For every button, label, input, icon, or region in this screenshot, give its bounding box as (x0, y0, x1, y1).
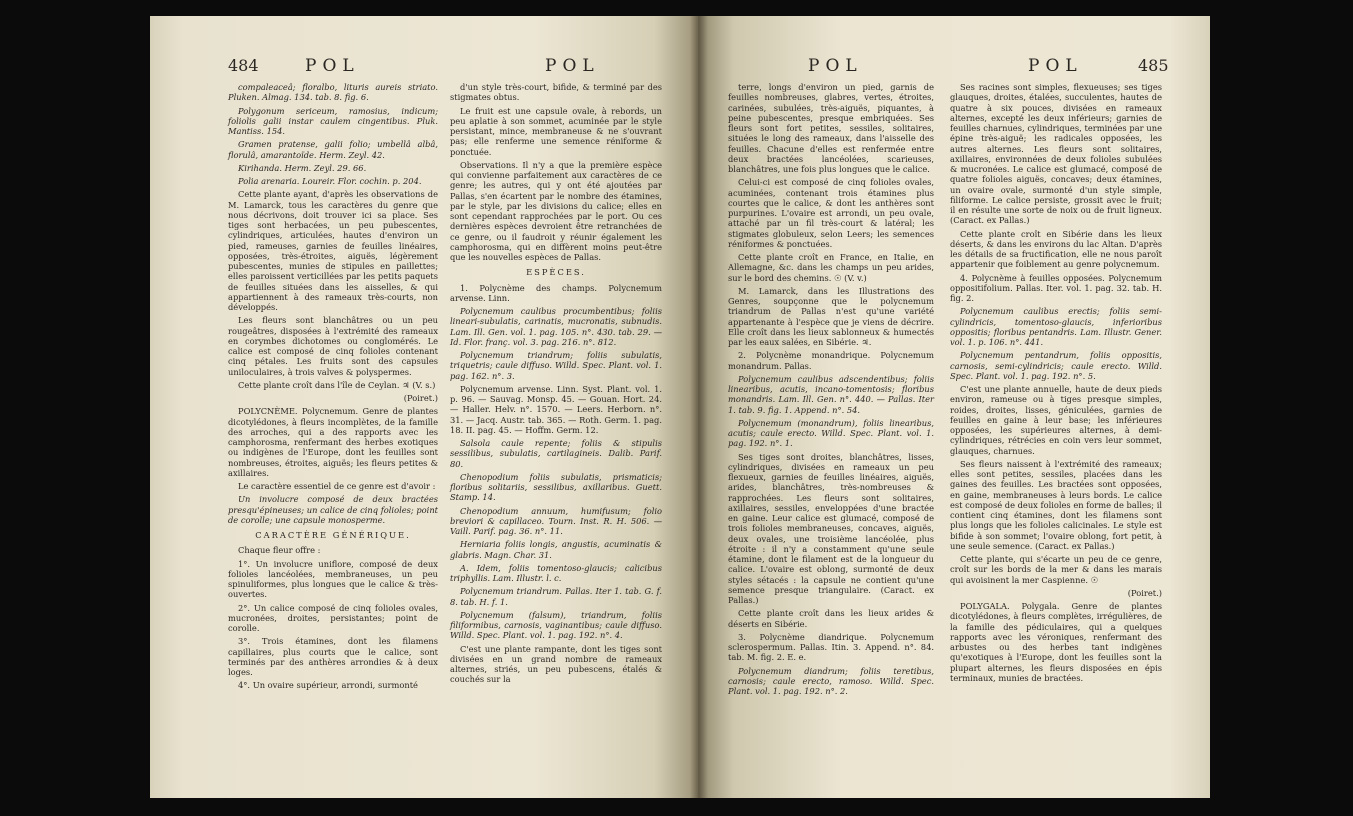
right-column-2 (950, 82, 1162, 686)
paragraph: Polycnemum diandrum; foliis teretibus, carnosis; caule erecto, ramoso. Willd. Spec. Plant. vol. 1. pag. 192. n°. 2. (728, 665, 934, 696)
left-column-1 (228, 82, 438, 694)
paragraph: Chenopodium foliis subulatis, prismaticis; floribus solitariis, sessilibus, axillaribus. Guett. Stamp. 14. (450, 471, 662, 503)
paragraph: 2. Polycnème monandrique. Polycnemum monandrum. Pallas. (728, 350, 934, 371)
paragraph: (Poiret.) (1127, 587, 1162, 598)
paragraph: (Poiret.) (403, 393, 438, 403)
paragraph: 2°. Un calice composé de cinq folioles ovales, mucronées, droites, persistantes; point de corolle. (228, 602, 438, 633)
paragraph: Polycnemum (monandrum), foliis linearibus, acutis; caule erecto. Willd. Spec. Plant. vol. 1. pag. 192. n°. 1. (728, 417, 934, 449)
paragraph: Polycnemum caulibus erectis; foliis semi-cylindricis, tomentoso-glaucis, inferioribus oppositis; floribus pentandris. Lam. Illustr. Gener. vol. 1. p. 106. n°. 441. (950, 306, 1162, 347)
paragraph: Celui-ci est composé de cinq folioles ovales, acuminées, contenant trois étamines plus courtes que le calice, & dont les anthères sont purpurines. L'ovaire est arrondi, un peu ovale, attaché par un fil très-court & latéral; les stigmates globuleux, selon Leers; les semences réniformes & ponctuées. (728, 177, 934, 249)
paragraph: C'est une plante rampante, dont les tiges sont divisées en un grand nombre de rameaux alternes, striés, un peu pubescens, étalés & couchés sur la (450, 643, 662, 685)
paragraph: 3°. Trois étamines, dont les filamens capillaires, plus courts que le calice, sont terminés par des anthères arrondies & à deux loges. (228, 636, 438, 677)
paragraph: Polycnemum caulibus procumbentibus; foliis lineari-subulatis, carinatis, mucronatis, subnudis. Lam. Ill. Gen. vol. 1. pag. 105. n°. 430. tab. 29. — Id. Flor. franç. vol. 3. pag. 216. n°. 812. (450, 306, 662, 347)
right-page (698, 16, 1210, 798)
page-number-left: 484 (228, 56, 259, 75)
left-page (150, 16, 698, 798)
paragraph: Polycnemum (falsum), triandrum, foliis filiformibus, carnosis, vaginantibus; caule diffuso. Willd. Spec. Plant. vol. 1. pag. 192. n°. 4. (450, 609, 662, 641)
paragraph: Un involucre composé de deux bractées presqu'épineuses; un calice de cinq folioles; point de corolle; une capsule monosperme. (228, 494, 438, 525)
paragraph: Chenopodium annuum, humifusum; folio breviori & capillaceo. Tourn. Inst. R. H. 506. — Vaill. Parif. pag. 36. n°. 11. (450, 505, 662, 536)
paragraph: Gramen pratense, galii folio; umbellâ albâ, florulâ, amarantoïde. Herm. Zeyl. 42. (228, 139, 438, 160)
running-head-right-col1: POL (808, 56, 863, 76)
running-head-left-col1: POL (305, 56, 360, 76)
paragraph: POLYGALA. Polygala. Genre de plantes dicotylédones, à fleurs complètes, irrégulières, de la famille des pédiculaires, qui a quelques rapports avec les véroniques, renfermant des arbustes ou des herbes tant indigènes qu'exotiques à l'Europe, dont les feuilles sont la plupart alternes, les fleurs disposées en épis terminaux, munies de bractées. (950, 601, 1162, 683)
paragraph: terre, longs d'environ un pied, garnis de feuilles nombreuses, glabres, vertes, étroites, carinées, subulées, très-aiguës, piquantes, à peine pubescentes, presque embriquées. Ses fleurs sont fort petites, sessiles, solitaires, situées le long des rameaux, dans l'aisselle des feuilles. Chacune d'elles est renfermée entre deux bractées lancéolées, scarieuses, blanchâtres, une fois plus longues que le calice. (728, 82, 934, 174)
paragraph: A. Idem, foliis tomentoso-glaucis; calicibus triphyllis. Lam. Illustr. l. c. (450, 562, 662, 583)
paragraph: Cette plante croît dans les lieux arides & déserts en Sibérie. (728, 608, 934, 629)
right-column-1 (728, 82, 934, 699)
paragraph: Cette plante croît en Sibérie dans les lieux déserts, & dans les environs du lac Altan. D'après les détails de sa fructification, elle ne nous paroît appartenir que foiblement au genre polycnemum. (950, 228, 1162, 270)
paragraph: Polia arenaria. Loureir. Flor. cochin. p. 204. (238, 176, 422, 186)
paragraph: Cette plante, qui s'écarte un peu de ce genre, croît sur les bords de la mer & dans les marais qui avoisinent la mer Caspienne. ☉ (950, 554, 1162, 585)
paragraph: Les fleurs sont blanchâtres ou un peu rougeâtres, disposées à l'extrémité des rameaux en corymbes dichotomes ou conglomérés. Le calice est composé de cinq folioles contenant cinq pétales. Les fruits sont des capsules uniloculaires, à trois valves & polyspermes. (228, 315, 438, 377)
paragraph: 4. Polycnème à feuilles opposées. Polycnemum oppositifolium. Pallas. Iter. vol. 1. pag. 32. tab. H. fig. 2. (950, 272, 1162, 303)
page-number-right: 485 (1138, 56, 1169, 75)
paragraph: 1°. Un involucre uniflore, composé de deux folioles lancéolées, membraneuses, un peu spinuliformes, plus longues que le calice & très-ouvertes. (228, 558, 438, 600)
paragraph: ESPÈCES. (526, 267, 586, 278)
paragraph: Polycnemum arvense. Linn. Syst. Plant. vol. 1. p. 96. — Sauvag. Monsp. 45. — Gouan. Hort. 24. — Haller. Helv. n°. 1570. — Leers. Herborn. n°. 31. — Jacq. Austr. tab. 365. — Roth. Germ. 1. pag. 18. II. pag. 45. — Hoffm. Germ. 12. (450, 383, 662, 435)
left-column-2 (450, 82, 662, 688)
paragraph: Ses fleurs naissent à l'extrémité des rameaux; elles sont petites, sessiles, placées dans les gaines des feuilles. Les bractées sont opposées, en gaine, membraneuses à leurs bords. Le calice est composé de deux folioles en forme de balles; il contient cinq étamines, dont les filamens sont plus longs que les folioles calicinales. Le style est bifide à son sommet; l'ovaire oblong, fort petit, à une seule semence. (Caract. ex Pallas.) (950, 458, 1162, 551)
paragraph: Polycnemum caulibus adscendentibus; foliis linearibus, acutis, incano-tomentosis; floribus monandris. Lam. Ill. Gen. n°. 440. — Pallas. Iter 1. tab. 9. fig. 1. Append. n°. 54. (728, 373, 934, 415)
paragraph: Cette plante croît dans l'île de Ceylan. ♃ (V. s.) (238, 379, 436, 390)
paragraph: Le fruit est une capsule ovale, à rebords, un peu aplatie à son sommet, acuminée par le style persistant, mince, membraneuse & ne s'ouvrant pas; elle renferme une semence réniforme & ponctuée. (450, 105, 662, 157)
paragraph: Chaque fleur offre : (238, 545, 321, 556)
paragraph: Ses tiges sont droites, blanchâtres, lisses, cylindriques, divisées en rameaux un peu flexueux, garnies de feuilles linéaires, aiguës, arides, blanchâtres, très-nombreuses & rapprochées. Les fleurs sont solitaires, axillaires, sessiles, enveloppées d'une bractée en gaine. Leur calice est glumacé, composé de trois folioles membraneuses, concaves, aiguës, deux ovales, une troisième lancéolée, plus étroite : il n'y a constamment qu'une seule étamine, dont le filament est de la longueur du calice. L'ovaire est oblong, surmonté de deux styles sétacés : la capsule ne contient qu'une semence presque triangulaire. (Caract. ex Pallas.) (728, 451, 934, 605)
book-gutter (690, 16, 708, 798)
paragraph: Ses racines sont simples, flexueuses; ses tiges glauques, droites, étalées, succulentes, hautes de quatre à six pouces, divisées en rameaux alternes, excepté les deux inférieurs; garnies de feuilles charnues, cylindriques, terminées par une épine très-aiguë; les radicales opposées, les autres alternes. Les fleurs sont solitaires, axillaires, environnées de deux folioles subulées & mucronées. Le calice est glumacé, composé de quatre folioles aiguës, concaves; deux étamines, un ovaire ovale, surmonté d'un style simple, filiforme. Le calice persiste, grossit avec le fruit; il en résulte une sorte de noix ou de fruit ligneux. (Caract. ex Pallas.) (950, 82, 1162, 226)
paragraph: Polygonum sericeum, ramosius, indicum; foliolis galii instar caulem cingentibus. Pluk. Mantiss. 154. (228, 105, 438, 136)
paragraph: Herniaria foliis longis, angustis, acuminatis & glabris. Magn. Char. 31. (450, 539, 662, 560)
book-spread (150, 16, 1210, 798)
paragraph: Salsola caule repente; foliis & stipulis sessilibus, subulatis, cartilagineis. Dalib. Parif. 80. (450, 438, 662, 469)
paragraph: Kirihanda. Herm. Zeyl. 29. 66. (238, 162, 367, 173)
paragraph: compaleaceâ; floralbo, lituris aureis striato. Pluken. Almag. 134. tab. 8. fig. 6. (228, 82, 438, 103)
running-head-left-col2: POL (545, 56, 600, 76)
paragraph: Polycnemum triandrum; foliis subulatis, triquetris; caule diffuso. Willd. Spec. Plant. vol. 1. pag. 162. n°. 3. (450, 350, 662, 381)
paragraph: Polycnemum triandrum. Pallas. Iter 1. tab. G. f. 8. tab. H. f. 1. (450, 586, 662, 607)
paragraph: Cette plante croît en France, en Italie, en Allemagne, &c. dans les champs un peu arides, sur le bord des chemins. ☉ (V. v.) (728, 252, 934, 283)
paragraph: 3. Polycnème diandrique. Polycnemum sclerospermum. Pallas. Itin. 3. Append. n°. 84. tab. M. fig. 2. E. e. (728, 631, 934, 663)
paragraph: M. Lamarck, dans les Illustrations des Genres, soupçonne que le polycnemum triandrum de Pallas n'est qu'une variété appartenante à l'espèce que je viens de décrire. Elle croît dans les lieux sablonneux & humectés par les eaux salées, en Sibérie. ♃. (728, 285, 934, 347)
paragraph: 4°. Un ovaire supérieur, arrondi, surmonté (238, 680, 418, 691)
paragraph: 1. Polycnème des champs. Polycnemum arvense. Linn. (450, 282, 662, 303)
running-head-right-col2: POL (1028, 56, 1083, 76)
paragraph: POLYCNÈME. Polycnemum. Genre de plantes dicotylédones, à fleurs incomplètes, de la famille des arroches, qui a des rapports avec les camphorosma, renfermant des herbes exotiques ou indigènes de l'Europe, dont les feuilles sont nombreuses, étroites, aiguës; les fleurs petites & axillaires. (228, 406, 438, 478)
paragraph: C'est une plante annuelle, haute de deux pieds environ, rameuse ou à tiges presque simples, roides, droites, lisses, géniculées, garnies de feuilles en gaine à leur base; les inférieures opposées, les supérieures alternes, à demi-cylindriques, rétrécies en coin vers leur sommet, glauques, charnues. (950, 384, 1162, 456)
paragraph: Le caractère essentiel de ce genre est d'avoir : (238, 481, 436, 491)
paragraph: Polycnemum pentandrum, foliis oppositis, carnosis, semi-cylindricis; caule erecto. Willd. Spec. Plant. vol. 1. pag. 192. n°. 5. (950, 350, 1162, 381)
paragraph: Observations. Il n'y a que la première espèce qui convienne parfaitement aux caractères de ce genre; les autres, qui y ont été ajoutées par Pallas, s'en écartent par le nombre des étamines, par le style, par les divisions du calice; elles en sont cependant rapprochées par le port. Ou ces dernières espèces devroient être retranchées de ce genre, ou il faudroit y réunir également les camphorosma, qui en diffèrent moins peut-être que les nouvelles espèces de Pallas. (450, 159, 662, 262)
paragraph: CARACTÈRE GÉNÉRIQUE. (255, 530, 411, 540)
paragraph: d'un style très-court, bifide, & terminé par des stigmates obtus. (450, 82, 662, 103)
paragraph: Cette plante ayant, d'après les observations de M. Lamarck, tous les caractères du genre que nous décrivons, doit trouver ici sa place. Ses tiges sont herbacées, un peu pubescentes, cylindriques, articulées, hautes d'environ un pied, rameuses, garnies de feuilles linéaires, opposées, très-étroites, aiguës, légèrement pubescentes, munies de stipules en paillettes; elles paroissent verticillées par les petits paquets de feuilles situées dans les aisselles, & qui appartiennent à des rameaux très-courts, non développés. (228, 189, 438, 312)
